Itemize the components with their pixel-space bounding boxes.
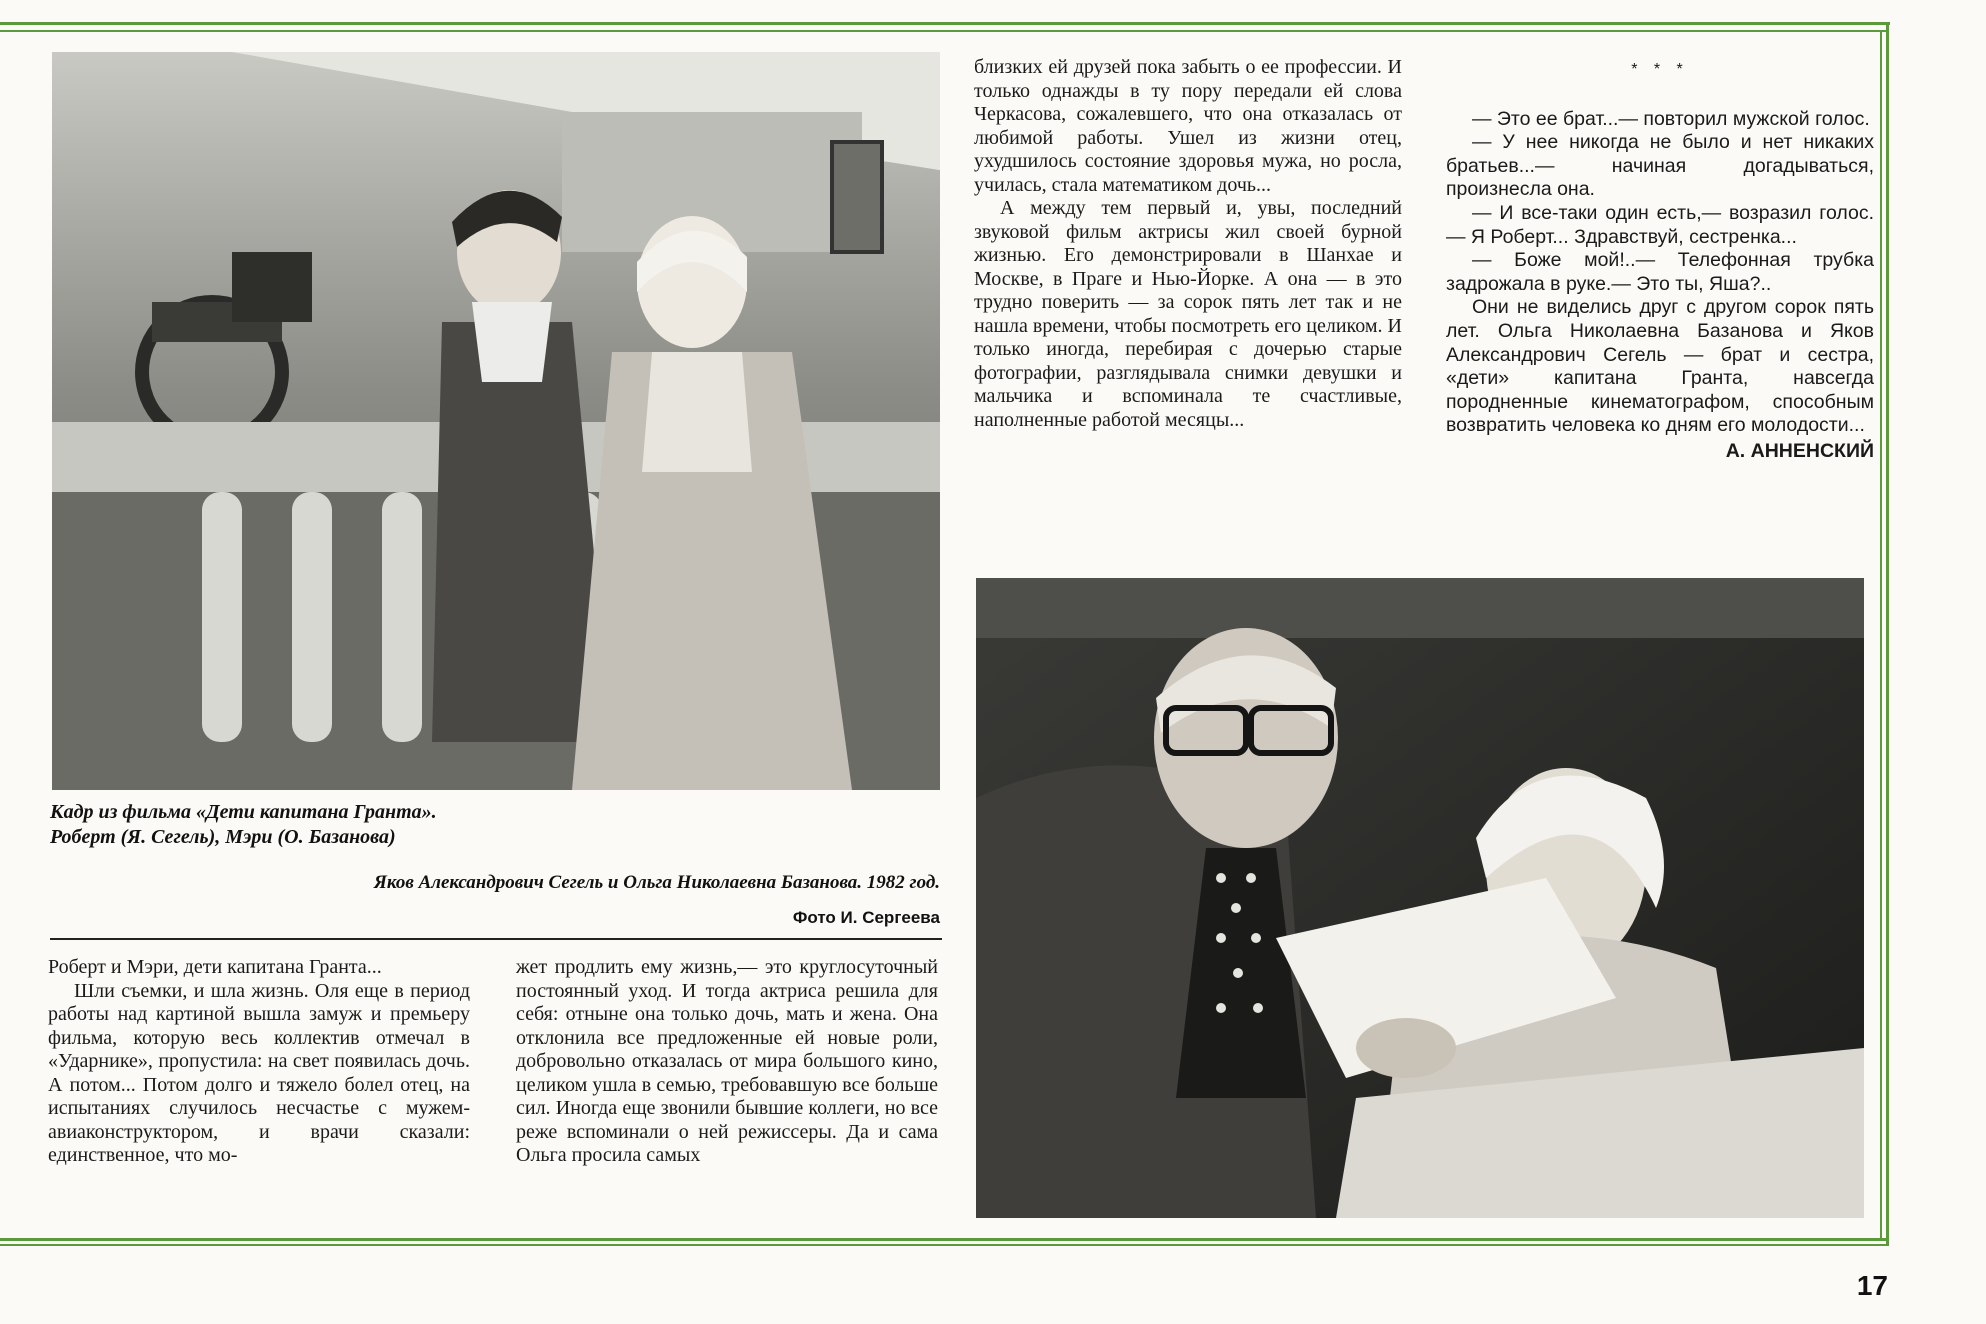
article-paragraph: Они не виделись друг с другом сорок пять лет. Ольга Николаевна Базанова и Яков Александрович Сегель — брат и сестра, «дети» капитана Гранта, навсегда породненные кинематографом, способным возвратить человека ко дням его молодости... <box>1446 296 1874 437</box>
photo-credit: Фото И. Сергеева <box>792 908 940 927</box>
article-author: А. АННЕНСКИЙ <box>1725 439 1874 462</box>
article-paragraph: близких ей друзей пока забыть о ее профессии. И только однажды в ту пору передали ей слова Черкасова, сожалевшего, что она отказалась от любимой работы. Ушел из жизни отец, ухудшилось состояние здоровья мужа, но росла, училась, стала математиком дочь... <box>974 56 1402 196</box>
film-still-caption-line1: Кадр из фильма «Дети капитана Гранта». <box>50 801 437 823</box>
article-paragraph: — Боже мой!..— Телефонная трубка задрожала в руке.— Это ты, Яша?.. <box>1446 249 1874 295</box>
film-still-photo <box>52 52 940 790</box>
article-paragraph: — У нее никогда не было и нет никаких братьев...— начиная догадываться, произнесла она. <box>1446 131 1874 201</box>
section-break-stars: * * * <box>1631 61 1689 78</box>
frame-bottom-rule-inner <box>0 1244 1889 1246</box>
article-column-2 <box>516 956 938 1168</box>
film-still-caption-line2: Роберт (Я. Сегель), Мэри (О. Базанова) <box>50 826 396 848</box>
article-paragraph: жет продлить ему жизнь,— это круглосуточный постоянный уход. И тогда актриса решила для себя: отныне она только дочь, мать и жена. Она отклонила все предложенные ей новые роли, добровольно отказалась от мира большого кино, целиком ушла в семью, требовавшую все больше сил. Иногда еще звонили бывшие коллеги, но все реже вспоминали о ней режиссеры. Да и сама Ольга просила самых <box>516 956 938 1166</box>
film-still-caption <box>50 800 940 850</box>
article-paragraph: А между тем первый и, увы, последний звуковой фильм актрисы жил своей бурной жизнью. Его демонстрировали в Шанхае и Москве, в Праге и Нью-Йорке. А она — в это трудно поверить — за сорок пять лет так и не нашла времени, чтобы посмотреть его целиком. И только иногда, перебирая с дочерью старые фотографии, разглядывала снимки девушки и мальчика и вспоминала те счастливые, наполненные работой месяцы... <box>974 197 1402 431</box>
article-column-3 <box>974 56 1402 432</box>
caption-separator <box>50 938 942 940</box>
frame-top-rule-inner <box>0 30 1886 32</box>
frame-bottom-rule <box>0 1238 1889 1241</box>
article-column-1 <box>48 956 470 1168</box>
portrait-caption: Яков Александрович Сегель и Ольга Николаевна Базанова. 1982 год. <box>373 872 940 893</box>
frame-right-rule <box>1886 22 1889 1244</box>
article-paragraph: Шли съемки, и шла жизнь. Оля еще в период работы над картиной вышла замуж и премьеру фильма, которую весь коллектив отмечал в «Ударнике», пропустила: на свет появилась дочь. А потом... Потом долго и тяжело болел отец, на испытаниях случилось несчастье с мужем-авиаконструктором, и врачи сказали: единственное, что мо- <box>48 979 470 1166</box>
frame-right-rule-inner <box>1880 30 1882 1238</box>
film-still-image <box>52 52 940 790</box>
article-paragraph: — Это ее брат...— повторил мужской голос. <box>1472 107 1870 130</box>
frame-top-rule <box>0 22 1890 25</box>
article-column-4 <box>1446 58 1874 464</box>
article-paragraph: — И все-таки один есть,— возразил голос.— Я Роберт... Здравствуй, сестренка... <box>1446 201 1874 248</box>
portrait-1982-image <box>976 578 1864 1218</box>
article-paragraph: Роберт и Мэри, дети капитана Гранта... <box>48 956 382 978</box>
page-number: 17 <box>1856 1270 1888 1301</box>
portrait-1982-photo <box>976 578 1864 1218</box>
